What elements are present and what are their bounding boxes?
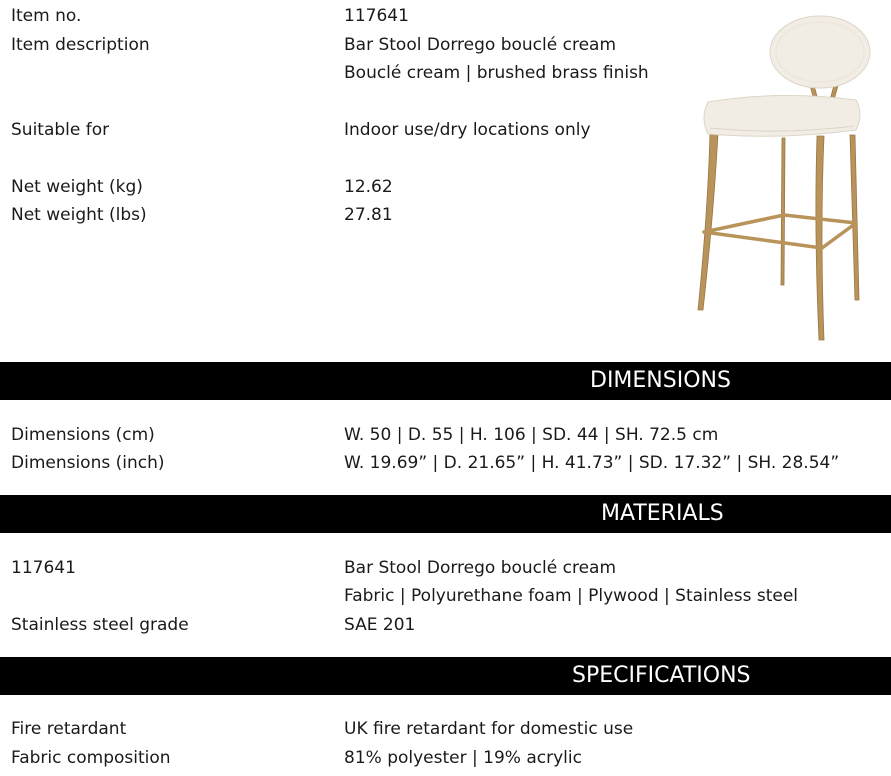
dimensions-cm-label: Dimensions (cm) [11,425,155,445]
net-weight-kg-label: Net weight (kg) [11,177,143,197]
materials-header [0,495,891,533]
fabric-composition-value: 81% polyester | 19% acrylic [344,748,582,768]
item-description-value: Bar Stool Dorrego bouclé cream [344,35,617,55]
suitable-for-value: Indoor use/dry locations only [344,120,591,140]
dimensions-inch-value: W. 19.69” | D. 21.65” | H. 41.73” | SD. 17.32” | SH. 28.54” [344,453,840,473]
specifications-title: SPECIFICATIONS [572,663,751,688]
fabric-composition-label: Fabric composition [11,748,171,768]
materials-list: Fabric | Polyurethane foam | Plywood | Stainless steel [344,586,798,606]
item-no-value: 117641 [344,6,409,26]
net-weight-lbs-label: Net weight (lbs) [11,205,147,225]
dimensions-inch-label: Dimensions (inch) [11,453,165,473]
item-description-label: Item description [11,35,150,55]
steel-grade-value: SAE 201 [344,615,416,635]
fire-retardant-value: UK fire retardant for domestic use [344,719,634,739]
specifications-header [0,657,891,695]
net-weight-lbs-value: 27.81 [344,205,393,225]
bar-stool-image [690,10,880,345]
net-weight-kg-value: 12.62 [344,177,393,197]
dimensions-cm-value: W. 50 | D. 55 | H. 106 | SD. 44 | SH. 72.5 cm [344,425,719,445]
dimensions-title: DIMENSIONS [590,368,731,393]
suitable-for-label: Suitable for [11,120,110,140]
item-no-label: Item no. [11,6,82,26]
dimensions-header [0,362,891,400]
materials-title: MATERIALS [601,501,724,526]
fire-retardant-label: Fire retardant [11,719,127,739]
materials-item-label: 117641 [11,558,76,578]
steel-grade-label: Stainless steel grade [11,615,189,635]
item-description-finish: Bouclé cream | brushed brass finish [344,63,649,83]
materials-item-value: Bar Stool Dorrego bouclé cream [344,558,617,578]
